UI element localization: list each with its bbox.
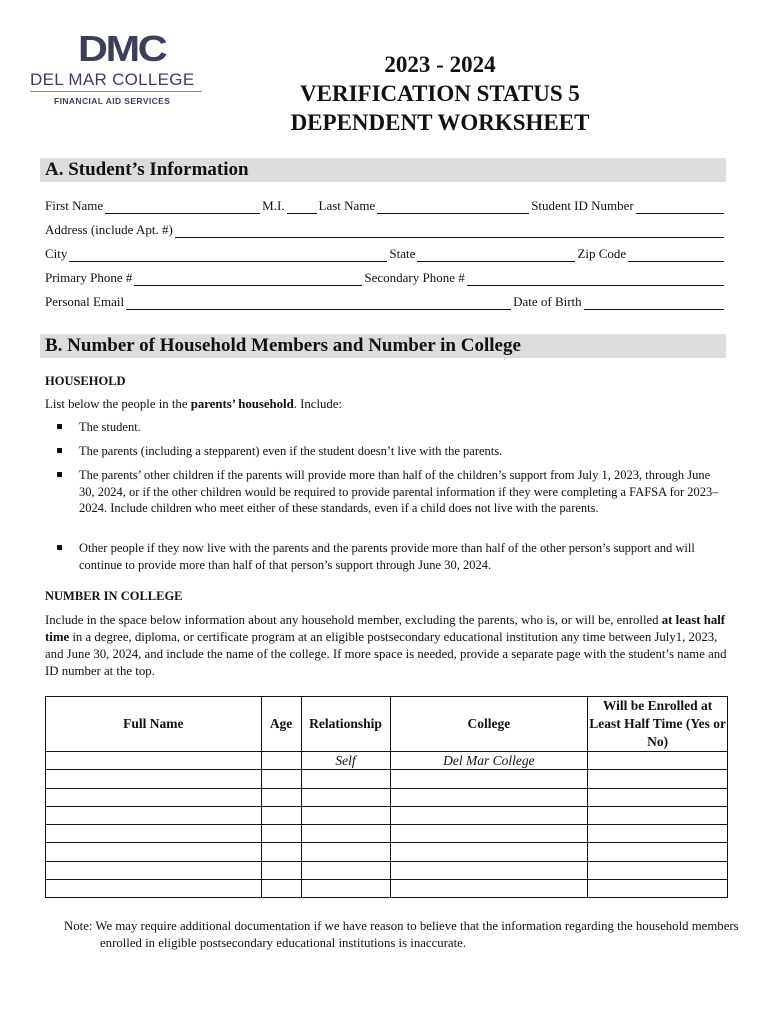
cell-relationship[interactable] bbox=[301, 880, 390, 898]
household-intro-pre: List below the people in the bbox=[45, 397, 191, 411]
cell-college[interactable] bbox=[390, 861, 588, 879]
cell-full-name[interactable] bbox=[46, 806, 262, 824]
logo-mark: DMC bbox=[78, 28, 166, 69]
cell-enrolled[interactable] bbox=[588, 825, 728, 843]
bullet-text: The parents’ other children if the parents will provide more than half of the children’s support from July 1, 2023, through June 30, 2024, or if the other children would be required to provide parental information if they were completing a FAFSA for 2023–2024. Include children who meet either of these standards, even if a child does not live with the parents. bbox=[79, 468, 719, 515]
bullet-text: The student. bbox=[79, 420, 141, 434]
logo-divider bbox=[30, 91, 202, 92]
household-intro bbox=[45, 396, 342, 413]
cell-full-name[interactable] bbox=[46, 770, 262, 788]
cell-enrolled[interactable] bbox=[588, 843, 728, 861]
email-row bbox=[45, 292, 726, 310]
phone-row bbox=[45, 268, 726, 286]
household-intro-post: . Include: bbox=[293, 397, 343, 411]
mi-label: M.I. bbox=[262, 198, 285, 213]
cell-enrolled[interactable] bbox=[588, 806, 728, 824]
section-a-header bbox=[40, 158, 726, 182]
cell-full-name[interactable] bbox=[46, 843, 262, 861]
student-id-label: Student ID Number bbox=[531, 198, 634, 213]
bullet-text: The parents (including a stepparent) even if the student doesn’t live with the parents. bbox=[79, 444, 503, 458]
cell-college[interactable] bbox=[390, 880, 588, 898]
table-row bbox=[46, 806, 728, 824]
logo-name: DEL MAR COLLEGE bbox=[30, 70, 195, 89]
email-label: Personal Email bbox=[45, 294, 125, 309]
college-instructions-pre: Include in the space below information about any household member, excluding the parents, who is, or will be, enrolled bbox=[45, 613, 662, 627]
cell-enrolled[interactable] bbox=[588, 788, 728, 806]
title-status: VERIFICATION STATUS 5 bbox=[300, 81, 580, 106]
secondary-phone-label: Secondary Phone # bbox=[364, 270, 465, 285]
cell-age[interactable] bbox=[261, 752, 301, 770]
household-heading: HOUSEHOLD bbox=[45, 374, 126, 388]
cell-relationship[interactable] bbox=[301, 770, 390, 788]
cell-relationship[interactable] bbox=[301, 806, 390, 824]
address-field[interactable] bbox=[175, 223, 724, 238]
cell-relationship[interactable] bbox=[301, 788, 390, 806]
state-label: State bbox=[389, 246, 416, 261]
last-name-label: Last Name bbox=[318, 198, 376, 213]
col-age: Age bbox=[261, 697, 301, 752]
college-instructions-bold: at least half time bbox=[45, 613, 726, 644]
col-full-name: Full Name bbox=[46, 697, 262, 752]
table-row bbox=[46, 861, 728, 879]
state-field[interactable] bbox=[417, 247, 575, 262]
college-instructions-post: in a degree, diploma, or certificate program at an eligible postsecondary educational institution any time between July1, 2023, and June 30, 2024, and include the name of the college. If more space is needed, provide a separate page with the student’s name and ID number at the top. bbox=[45, 630, 727, 678]
cell-college[interactable]: Del Mar College bbox=[390, 752, 588, 770]
cell-relationship[interactable] bbox=[301, 843, 390, 861]
college-heading: NUMBER IN COLLEGE bbox=[45, 589, 183, 603]
household-table bbox=[45, 696, 728, 898]
table-header-row bbox=[46, 697, 728, 752]
cell-full-name[interactable] bbox=[46, 861, 262, 879]
address-label: Address (include Apt. #) bbox=[45, 222, 173, 237]
last-name-field[interactable] bbox=[377, 199, 529, 214]
cell-college[interactable] bbox=[390, 770, 588, 788]
cell-full-name[interactable] bbox=[46, 825, 262, 843]
name-row bbox=[45, 196, 726, 214]
bullet-icon bbox=[57, 424, 62, 429]
section-b-heading: B. Number of Household Members and Number in College bbox=[45, 335, 521, 356]
student-id-field[interactable] bbox=[636, 199, 724, 214]
city-field[interactable] bbox=[69, 247, 387, 262]
col-college: College bbox=[390, 697, 588, 752]
cell-age[interactable] bbox=[261, 806, 301, 824]
cell-college[interactable] bbox=[390, 788, 588, 806]
cell-enrolled[interactable] bbox=[588, 880, 728, 898]
cell-age[interactable] bbox=[261, 880, 301, 898]
cell-age[interactable] bbox=[261, 788, 301, 806]
cell-enrolled[interactable] bbox=[588, 861, 728, 879]
first-name-field[interactable] bbox=[105, 199, 260, 214]
secondary-phone-field[interactable] bbox=[467, 271, 724, 286]
dob-field[interactable] bbox=[584, 295, 724, 310]
bullet-icon bbox=[57, 545, 62, 550]
cell-relationship[interactable] bbox=[301, 861, 390, 879]
cell-college[interactable] bbox=[390, 806, 588, 824]
city-label: City bbox=[45, 246, 68, 261]
household-bullet bbox=[57, 467, 727, 535]
table-row bbox=[46, 770, 728, 788]
cell-age[interactable] bbox=[261, 825, 301, 843]
bullet-icon bbox=[57, 472, 62, 477]
table-row bbox=[46, 843, 728, 861]
cell-age[interactable] bbox=[261, 770, 301, 788]
cell-college[interactable] bbox=[390, 825, 588, 843]
cell-age[interactable] bbox=[261, 861, 301, 879]
dob-label: Date of Birth bbox=[513, 294, 582, 309]
cell-enrolled[interactable] bbox=[588, 752, 728, 770]
address-row bbox=[45, 220, 726, 238]
cell-enrolled[interactable] bbox=[588, 770, 728, 788]
logo-subtitle: FINANCIAL AID SERVICES bbox=[54, 96, 171, 106]
college-instructions bbox=[45, 612, 727, 680]
email-field[interactable] bbox=[126, 295, 511, 310]
city-row bbox=[45, 244, 726, 262]
cell-full-name[interactable] bbox=[46, 752, 262, 770]
title-year: 2023 - 2024 bbox=[384, 52, 496, 77]
first-name-label: First Name bbox=[45, 198, 104, 213]
cell-relationship[interactable]: Self bbox=[301, 752, 390, 770]
section-a-heading: A. Student’s Information bbox=[45, 159, 249, 180]
bullet-text: Other people if they now live with the parents and the parents provide more than half of the other person’s support and will continue to provide more than half of that person’s support through June 30, 2024. bbox=[79, 541, 695, 572]
table-row bbox=[46, 825, 728, 843]
zip-field[interactable] bbox=[628, 247, 724, 262]
primary-phone-label: Primary Phone # bbox=[45, 270, 133, 285]
col-relationship: Relationship bbox=[301, 697, 390, 752]
col-enrolled: Will be Enrolled at Least Half Time (Yes or No) bbox=[588, 697, 728, 752]
household-intro-bold: parents’ household bbox=[190, 397, 294, 411]
zip-label: Zip Code bbox=[577, 246, 627, 261]
primary-phone-field[interactable] bbox=[134, 271, 362, 286]
cell-relationship[interactable] bbox=[301, 825, 390, 843]
mi-field[interactable] bbox=[287, 199, 317, 214]
table-row bbox=[46, 752, 728, 770]
cell-college[interactable] bbox=[390, 843, 588, 861]
table-row bbox=[46, 788, 728, 806]
household-bullet bbox=[57, 443, 727, 461]
page-title bbox=[250, 50, 630, 137]
title-worksheet: DEPENDENT WORKSHEET bbox=[290, 110, 590, 135]
section-b-header bbox=[40, 334, 726, 358]
footnote: Note: We may require additional documentation if we have reason to believe that the information regarding the household members enrolled in eligible postsecondary educational institutions is inaccurate. bbox=[64, 919, 739, 950]
cell-full-name[interactable] bbox=[46, 880, 262, 898]
household-bullet bbox=[57, 419, 727, 437]
table-row bbox=[46, 880, 728, 898]
cell-full-name[interactable] bbox=[46, 788, 262, 806]
cell-age[interactable] bbox=[261, 843, 301, 861]
bullet-icon bbox=[57, 448, 62, 453]
household-bullet bbox=[57, 540, 727, 576]
